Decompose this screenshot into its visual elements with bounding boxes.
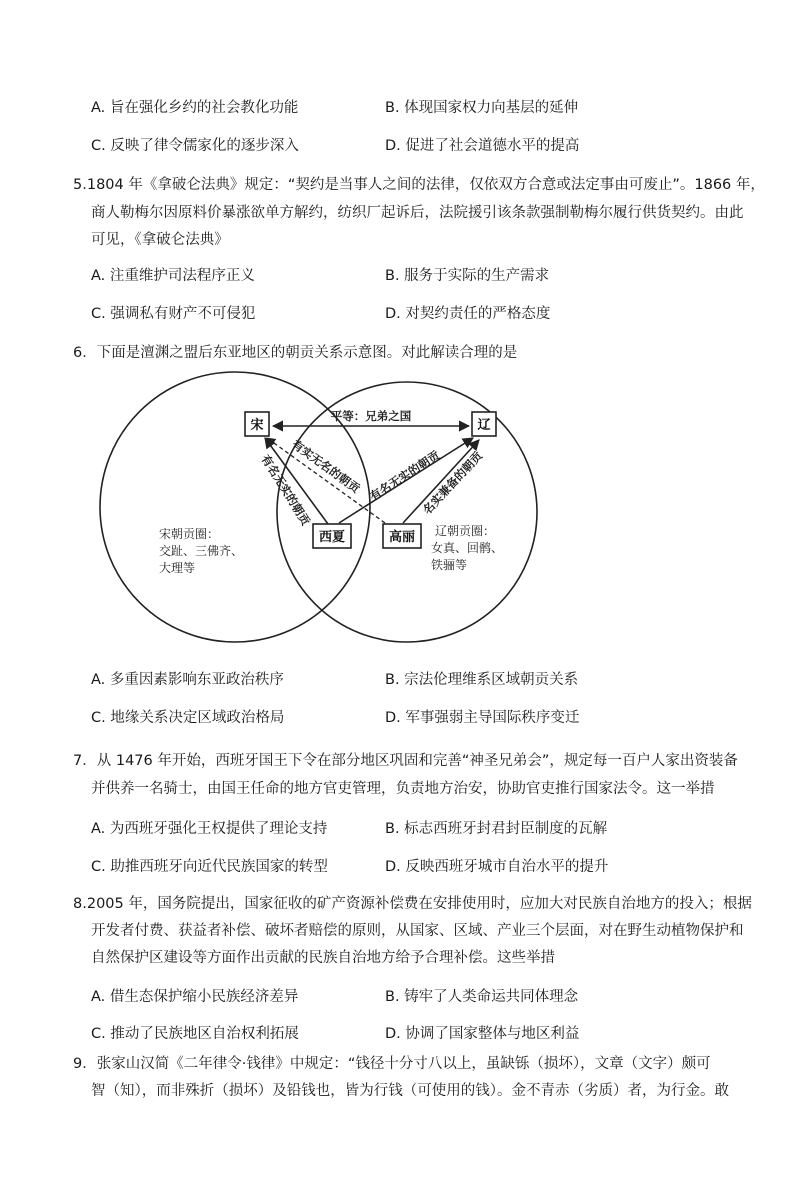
option-text: 推动了民族地区自治权利拓展 [110, 1026, 299, 1042]
tribute-relations-diagram [95, 370, 575, 655]
node-song-label: 宋 [250, 418, 264, 433]
top-edge-label: 平等：兄弟之国 [330, 409, 412, 423]
q5-stem-line-3: 可见，《拿破仑法典》 [91, 232, 229, 248]
question-text: 下面是澶渊之盟后东亚地区的朝贡关系示意图。对此解读合理的是 [96, 345, 518, 361]
q7-option-a [91, 817, 327, 838]
option-text: 为西班牙强化王权提供了理论支持 [109, 821, 328, 837]
question-text: 从 1476 年开始，西班牙国王下令在部分地区巩固和完善“神圣兄弟会”，规定每一百户人家出资装备 [96, 753, 738, 769]
option-text: 反映西班牙城市自治水平的提升 [405, 859, 609, 875]
option-letter: A. [91, 821, 106, 837]
option-text: 对契约责任的严格态度 [405, 306, 551, 322]
q6-stem [73, 341, 517, 362]
question-number: 8. [73, 896, 87, 912]
option-text: 标志西班牙封君封臣制度的瓦解 [404, 821, 608, 837]
option-text: 服务于实际的生产需求 [404, 268, 550, 284]
option-letter: D. [385, 306, 401, 322]
q4-option-b [385, 96, 578, 117]
q8-stem-line-3: 自然保护区建设等方面作出贡献的民族自治地方给予合理补偿。这些举措 [91, 950, 555, 966]
question-number: 6． [73, 345, 97, 361]
q4-option-a [91, 96, 298, 117]
option-letter: C. [91, 1026, 106, 1042]
q5-option-d [385, 302, 550, 323]
option-letter: D. [385, 1026, 401, 1042]
song-goryeo-label: 有实无名的朝贡 [289, 437, 363, 496]
node-xixia-label: 西夏 [318, 530, 346, 545]
q7-option-c [91, 855, 328, 876]
q4-option-d [385, 134, 579, 155]
option-text: 宗法伦理维系区域朝贡关系 [404, 672, 579, 688]
song-tribute-circle [100, 372, 370, 642]
option-letter: B. [385, 672, 400, 688]
option-letter: D. [385, 859, 401, 875]
option-letter: A. [91, 268, 106, 284]
liao-circle-title: 辽朝贡圈： [435, 524, 496, 538]
q5-option-b [385, 264, 549, 285]
song-circle-title: 宋朝贡圈： [159, 527, 220, 541]
option-text: 铸牢了人类命运共同体理念 [404, 989, 579, 1005]
q7-option-b [385, 817, 607, 838]
option-text: 地缘关系决定区域政治格局 [110, 710, 285, 726]
goryeo-liao-label: 名实兼备的朝贡 [419, 448, 486, 518]
option-letter: C. [91, 306, 106, 322]
option-text: 军事强弱主导国际秩序变迁 [405, 710, 580, 726]
q8-option-c [91, 1022, 299, 1043]
q9-stem-line-1 [73, 1052, 711, 1073]
q7-option-d [385, 855, 608, 876]
question-text: 2005 年，国务院提出，国家征收的矿产资源补偿费在安排使用时，应加大对民族自治地方的投入；根据 [86, 896, 752, 912]
option-letter: C. [91, 138, 106, 154]
question-text: 1804 年《拿破仑法典》规定：“契约是当事人之间的法律，仅依双方合意或法定事由可废止”。1866 年， [86, 177, 765, 193]
q5-option-a [91, 264, 255, 285]
q7-stem-line-1 [73, 749, 738, 770]
q8-stem-line-1 [73, 892, 752, 913]
goryeo-to-liao-arrow [403, 440, 479, 523]
q8-option-a [91, 985, 298, 1006]
option-letter: B. [385, 989, 400, 1005]
node-goryeo-label: 高丽 [388, 530, 416, 545]
q5-stem-line-2: 商人勒梅尔因原料价暴涨欲单方解约，纺织厂起诉后，法院援引该条款强制勒梅尔履行供货契约。由此 [91, 205, 744, 221]
option-text: 协调了国家整体与地区利益 [405, 1026, 580, 1042]
question-number: 9． [73, 1056, 97, 1072]
option-letter: B. [385, 100, 400, 116]
option-text: 强调私有财产不可侵犯 [110, 306, 256, 322]
song-circle-line: 交趾、三佛齐、 [159, 544, 244, 558]
option-letter: D. [385, 710, 401, 726]
question-text: 张家山汉简《二年律令·钱律》中规定：“钱径十分寸八以上，虽缺铄（损坏），文章（文字）颇可 [96, 1056, 711, 1072]
question-number: 5. [73, 177, 87, 193]
q7-stem-line-2: 并供养一名骑士，由国王任命的地方官吏管理，负责地方治安，协助官吏推行国家法令。这一举措 [91, 781, 715, 797]
option-text: 多重因素影响东亚政治秩序 [109, 672, 284, 688]
q6-option-c [91, 706, 284, 727]
song-circle-line: 大理等 [159, 561, 196, 575]
option-text: 注重维护司法程序正义 [109, 268, 255, 284]
question-number: 7． [73, 753, 97, 769]
q6-option-d [385, 706, 579, 727]
option-letter: A. [91, 672, 106, 688]
q8-option-d [385, 1022, 579, 1043]
option-letter: A. [91, 989, 106, 1005]
option-text: 促进了社会道德水平的提高 [405, 138, 580, 154]
option-letter: C. [91, 859, 106, 875]
node-liao-label: 辽 [477, 418, 491, 433]
option-text: 反映了律令儒家化的逐步深入 [110, 138, 299, 154]
option-text: 借生态保护缩小民族经济差异 [109, 989, 299, 1005]
liao-circle-line: 铁骊等 [431, 558, 468, 572]
option-letter: D. [385, 138, 401, 154]
option-letter: A. [91, 100, 106, 116]
q6-option-b [385, 668, 578, 689]
q6-option-a [91, 668, 284, 689]
option-letter: B. [385, 268, 400, 284]
liao-xixia-label: 有名无实的朝贡 [367, 447, 443, 504]
option-letter: C. [91, 710, 106, 726]
q4-option-c [91, 134, 299, 155]
option-text: 旨在强化乡约的社会教化功能 [109, 100, 299, 116]
liao-circle-line: 女真、回鹘、 [431, 541, 504, 555]
option-text: 助推西班牙向近代民族国家的转型 [110, 859, 328, 875]
q8-option-b [385, 985, 578, 1006]
song-xixia-label: 有名无实的朝贡 [258, 452, 313, 528]
option-letter: B. [385, 821, 400, 837]
q8-stem-line-2: 开发者付费、获益者补偿、破坏者赔偿的原则，从国家、区域、产业三个层面，对在野生动植物保护和 [91, 923, 744, 939]
q5-option-c [91, 302, 255, 323]
q9-stem-line-2: 智（知），而非殊折（损坏）及铅钱也，皆为行钱（可使用的钱）。金不青赤（劣质）者，为行金。敢 [91, 1083, 729, 1099]
q5-stem-line-1 [73, 173, 765, 194]
option-text: 体现国家权力向基层的延伸 [404, 100, 579, 116]
